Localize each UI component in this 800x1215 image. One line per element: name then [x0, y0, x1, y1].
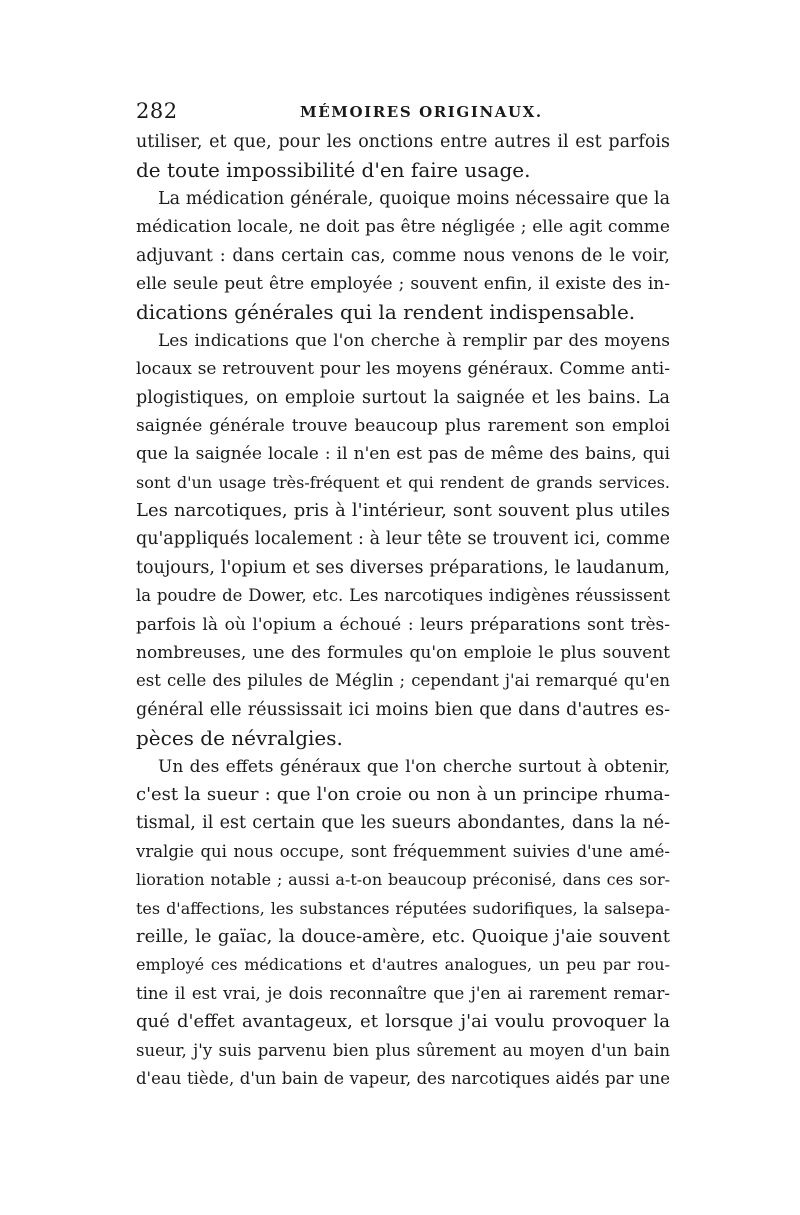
- text-line: sont d'un usage très-fréquent et qui rendent de grands services.: [136, 472, 670, 492]
- text-line: d'eau tiède, d'un bain de vapeur, des narcotiques aidés par une: [136, 1068, 670, 1088]
- text-line: sueur, j'y suis parvenu bien plus sûrement au moyen d'un bain: [136, 1040, 670, 1060]
- text-line: vralgie qui nous occupe, sont fréquemment suivies d'une amé-: [136, 841, 670, 861]
- text-line: est celle des pilules de Méglin ; cependant j'ai remarqué qu'en: [136, 671, 670, 691]
- body-text: [136, 128, 670, 1093]
- text-line: plogistiques, on emploie surtout la saignée et les bains. La: [136, 387, 670, 408]
- text-line: elle seule peut être employée ; souvent enfin, il existe des in-: [136, 273, 670, 294]
- text-line: tismal, il est certain que les sueurs abondantes, dans la né-: [136, 813, 670, 834]
- text-line: utiliser, et que, pour les onctions entre autres il est parfois: [136, 132, 670, 152]
- text-line: employé ces médications et d'autres analogues, un peu par rou-: [136, 955, 670, 975]
- text-line: dications générales qui la rendent indispensable.: [136, 300, 636, 325]
- text-line: adjuvant : dans certain cas, comme nous venons de le voir,: [136, 245, 670, 266]
- text-line: Les narcotiques, pris à l'intérieur, sont souvent plus utiles: [136, 500, 670, 522]
- text-line: toujours, l'opium et ses diverses préparations, le laudanum,: [136, 557, 670, 578]
- text-line: tine il est vrai, je dois reconnaître que j'en ai rarement remar-: [136, 983, 670, 1003]
- page-number: 282: [136, 99, 178, 123]
- text-line: qu'appliqués localement : à leur tête se trouvent ici, comme: [136, 529, 670, 550]
- text-line: qué d'effet avantageux, et lorsque j'ai voulu provoquer la: [136, 1011, 670, 1033]
- running-title: MÉMOIRES ORIGINAUX.: [300, 103, 543, 121]
- text-line: la poudre de Dower, etc. Les narcotiques indigènes réussissent: [136, 586, 670, 606]
- text-line: tes d'affections, les substances réputées sudorifiques, la salsepa-: [136, 898, 670, 918]
- text-line: général elle réussissait ici moins bien que dans d'autres es-: [136, 699, 670, 720]
- text-line: nombreuses, une des formules qu'on emploie le plus souvent: [136, 643, 670, 664]
- text-line: c'est la sueur : que l'on croie ou non à un principe rhuma-: [136, 783, 670, 805]
- text-line: pèces de névralgies.: [136, 726, 343, 751]
- text-line: reille, le gaïac, la douce-amère, etc. Quoique j'aie souvent: [136, 925, 670, 947]
- text-line: saignée générale trouve beaucoup plus rarement son emploi: [136, 415, 670, 436]
- text-line: que la saignée locale : il n'en est pas de même des bains, qui: [136, 444, 670, 465]
- text-line: lioration notable ; aussi a-t-on beaucoup préconisé, dans ces sor-: [136, 870, 670, 890]
- text-line: Les indications que l'on cherche à remplir par des moyens: [158, 330, 670, 351]
- text-line: médication locale, ne doit pas être négligée ; elle agit comme: [136, 217, 670, 238]
- text-line: parfois là où l'opium a échoué : leurs préparations sont très-: [136, 614, 670, 635]
- text-line: de toute impossibilité d'en faire usage.: [136, 158, 531, 183]
- page-header: [136, 99, 670, 125]
- text-line: Un des effets généraux que l'on cherche surtout à obtenir,: [158, 756, 670, 777]
- text-line: La médication générale, quoique moins nécessaire que la: [158, 188, 670, 209]
- text-line: locaux se retrouvent pour les moyens généraux. Comme anti-: [136, 359, 670, 380]
